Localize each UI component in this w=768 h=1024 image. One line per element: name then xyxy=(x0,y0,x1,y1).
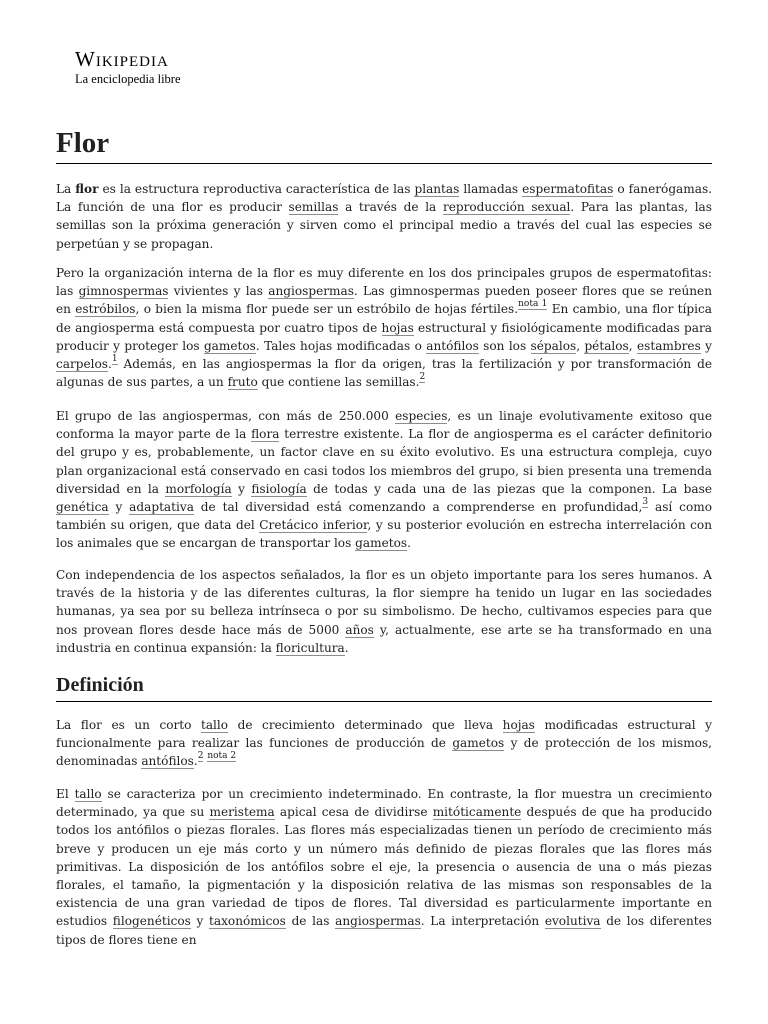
paragraph xyxy=(56,566,712,657)
link-estambres[interactable]: estambres xyxy=(636,338,701,353)
text: . La interpretación xyxy=(420,914,545,929)
link-gametos[interactable]: gametos xyxy=(355,536,408,551)
link-mitoticamente[interactable]: mitóticamente xyxy=(432,805,522,820)
section-heading-definicion: Definición xyxy=(56,672,712,702)
text: vivientes y las xyxy=(168,284,269,299)
text: de los diferentes tipos de flores tiene en xyxy=(56,914,712,947)
paragraph-definicion xyxy=(56,716,712,771)
link-taxonomicos[interactable]: taxonómicos xyxy=(209,914,286,929)
text: llamadas xyxy=(459,182,523,196)
link-fruto[interactable]: fruto xyxy=(227,375,258,390)
link-angiospermas[interactable]: angiospermas xyxy=(268,284,354,299)
text: La xyxy=(56,182,76,196)
text: o fanerógamas. La función de una flor es producir xyxy=(56,182,712,215)
link-sepalos[interactable]: sépalos xyxy=(530,338,577,353)
page-title: Flor xyxy=(56,126,712,164)
text: , xyxy=(576,338,585,353)
text: de crecimiento determinado que lleva xyxy=(228,718,503,732)
text: de las xyxy=(285,914,336,929)
paragraph-intro xyxy=(56,180,712,253)
paragraph xyxy=(56,264,712,391)
text: . Para las plantas, las semillas son la próxima generación y sirven como el principal medio a través del cual las especies se perpetúan y se propagan. xyxy=(56,200,712,251)
link-hojas[interactable]: hojas xyxy=(502,718,535,732)
text: de todas y cada una de las piezas que la componen. La base xyxy=(306,481,712,496)
link-reproduccion-sexual[interactable]: reproducción sexual xyxy=(442,200,571,215)
link-fisiologia[interactable]: fisiología xyxy=(251,481,307,496)
link-cretacico-inferior[interactable]: Cretácico inferior xyxy=(259,518,368,533)
text: y xyxy=(700,338,712,353)
link-petalos[interactable]: pétalos xyxy=(584,338,629,353)
link-anos[interactable]: años xyxy=(345,622,374,637)
text: Pero la organización interna de la flor es muy diferente en los dos principales grupos de espermatofitas: las xyxy=(56,266,712,299)
text: que contiene las semillas. xyxy=(257,375,420,390)
text: . Las gimnospermas pueden poseer flores que se reúnen en xyxy=(56,284,712,317)
link-semillas[interactable]: semillas xyxy=(288,200,339,215)
paragraph-seres-humanos xyxy=(56,566,712,657)
link-morfologia[interactable]: morfología xyxy=(165,481,232,496)
text: apical cesa de dividirse xyxy=(274,805,433,820)
text: estructural y fisiológicamente modificadas para producir y proteger los xyxy=(56,320,712,353)
text: . xyxy=(344,640,349,655)
paragraph xyxy=(56,407,712,553)
link-espermatofitas[interactable]: espermatofitas xyxy=(522,182,614,196)
paragraph-organizacion xyxy=(56,264,712,391)
link-especies[interactable]: especies xyxy=(395,409,448,423)
link-gametos[interactable]: gametos xyxy=(452,736,505,751)
wikipedia-logo[interactable] xyxy=(75,48,181,87)
text: modificadas estructural y funcionalmente para realizar las funciones de producción de xyxy=(56,718,712,751)
link-tallo[interactable]: tallo xyxy=(200,718,229,732)
text: , xyxy=(628,338,637,353)
paragraph xyxy=(56,785,712,949)
link-carpelos[interactable]: carpelos xyxy=(56,357,109,372)
link-floricultura[interactable]: floricultura xyxy=(275,640,345,655)
link-tallo[interactable]: tallo xyxy=(74,787,102,801)
text: Además, en las angiospermas la flor da origen, tras la fertilización y por transformación de algunas de sus partes, a un xyxy=(56,357,712,390)
paragraph-crecimiento xyxy=(56,785,712,949)
link-hojas[interactable]: hojas xyxy=(381,320,414,335)
text: son los xyxy=(478,338,531,353)
link-adaptativa[interactable]: adaptativa xyxy=(129,500,194,515)
link-antofilos[interactable]: antófilos xyxy=(426,338,479,353)
text: y, actualmente, ese arte se ha transformado en una industria en continua expansión: la xyxy=(56,622,712,655)
text: . xyxy=(407,536,411,551)
text: . xyxy=(193,754,198,769)
text: y xyxy=(108,500,130,515)
logo-tagline: La enciclopedia libre xyxy=(75,72,181,86)
text: terrestre existente. La flor de angiosperma es el carácter definitorio del grupo y es, probablemente, un factor clave en su éxito evolutivo. Es una estructura compleja, cuyo plan organizacional está conservado en casi todos los miembros del grupo, si bien presenta una tremenda diversidad en la xyxy=(56,427,712,496)
text: , o bien la misma flor puede ser un estróbilo de hojas fértiles. xyxy=(135,302,519,317)
link-genetica[interactable]: genética xyxy=(56,500,109,515)
text: En cambio, una flor típica de angiosperma está compuesta por cuatro tipos de xyxy=(56,302,713,335)
text: El xyxy=(56,787,75,801)
logo-wordmark: Wikipedia xyxy=(75,47,169,71)
footnote-ref-1[interactable]: 1 xyxy=(111,354,118,365)
text: , y su posterior evolución en estrecha interrelación con los animales que se encargan de transportar los xyxy=(56,518,713,551)
text: La flor es un corto xyxy=(56,718,201,732)
link-gametos[interactable]: gametos xyxy=(203,338,256,353)
text: a través de la xyxy=(338,200,443,215)
text: Con independencia de los aspectos señalados, la flor es un objeto importante para los seres humanos. A través de la historia y de las diferentes culturas, la flor siempre ha tenido un lugar en las sociedades humanas, ya sea por su belleza intrínseca o por su simbolismo. De hecho, cultivamos especies para que nos provean flores desde hace más de 5000 xyxy=(56,568,712,637)
text: . Tales hojas modificadas o xyxy=(255,338,427,353)
text: , es un linaje evolutivamente exitoso que conforma la mayor parte de la xyxy=(56,409,712,442)
link-filogeneticos[interactable]: filogenéticos xyxy=(112,914,191,929)
link-gimnospermas[interactable]: gimnospermas xyxy=(78,284,169,299)
text: es la estructura reproductiva característica de las xyxy=(98,182,415,196)
text: se caracteriza por un crecimiento indeterminado. En contraste, la flor muestra un crecimiento determinado, ya que su xyxy=(56,787,713,820)
text: y de protección de los mismos, denominadas xyxy=(56,736,712,769)
text: y xyxy=(190,914,210,929)
text: después de que ha producido todos los antófilos o piezas florales. Las flores más especializadas tienen un período de crecimiento más breve y producen un eje más corto y un número más definido de piezas florales que las flores más primitivas. La disposición de los antófilos sobre el eje, la presencia o ausencia de una o más piezas florales, el tamaño, la pigmentación y la disposición relativa de las mismas son responsables de la existencia de una gran variedad de tipos de flores. Tal diversidad es particularmente importante en estudios xyxy=(56,805,712,929)
footnote-nota-1[interactable]: nota 1 xyxy=(518,299,548,310)
text: así como también su origen, que data del xyxy=(56,500,712,533)
link-meristema[interactable]: meristema xyxy=(209,805,275,820)
link-estrobilos[interactable]: estróbilos xyxy=(75,302,136,317)
link-plantas[interactable]: plantas xyxy=(414,182,460,196)
paragraph xyxy=(56,716,712,771)
footnote-ref-2[interactable]: 2 xyxy=(197,751,204,762)
bold-term: flor xyxy=(75,182,99,196)
text: . xyxy=(108,357,112,372)
link-angiospermas[interactable]: angiospermas xyxy=(335,914,421,929)
text: y xyxy=(231,481,252,496)
paragraph-angiospermas xyxy=(56,407,712,553)
text: de tal diversidad está comenzando a comprenderse en profundidad, xyxy=(193,500,643,515)
link-antofilos[interactable]: antófilos xyxy=(141,754,194,769)
text: El grupo de las angiospermas, con más de 250.000 xyxy=(56,409,396,423)
footnote-ref-3[interactable]: 3 xyxy=(642,497,649,508)
link-flora[interactable]: flora xyxy=(251,427,280,442)
footnote-nota-2[interactable]: nota 2 xyxy=(207,751,237,762)
paragraph xyxy=(56,180,712,253)
footnote-ref-2[interactable]: 2 xyxy=(419,372,426,383)
link-evolutiva[interactable]: evolutiva xyxy=(544,914,601,929)
